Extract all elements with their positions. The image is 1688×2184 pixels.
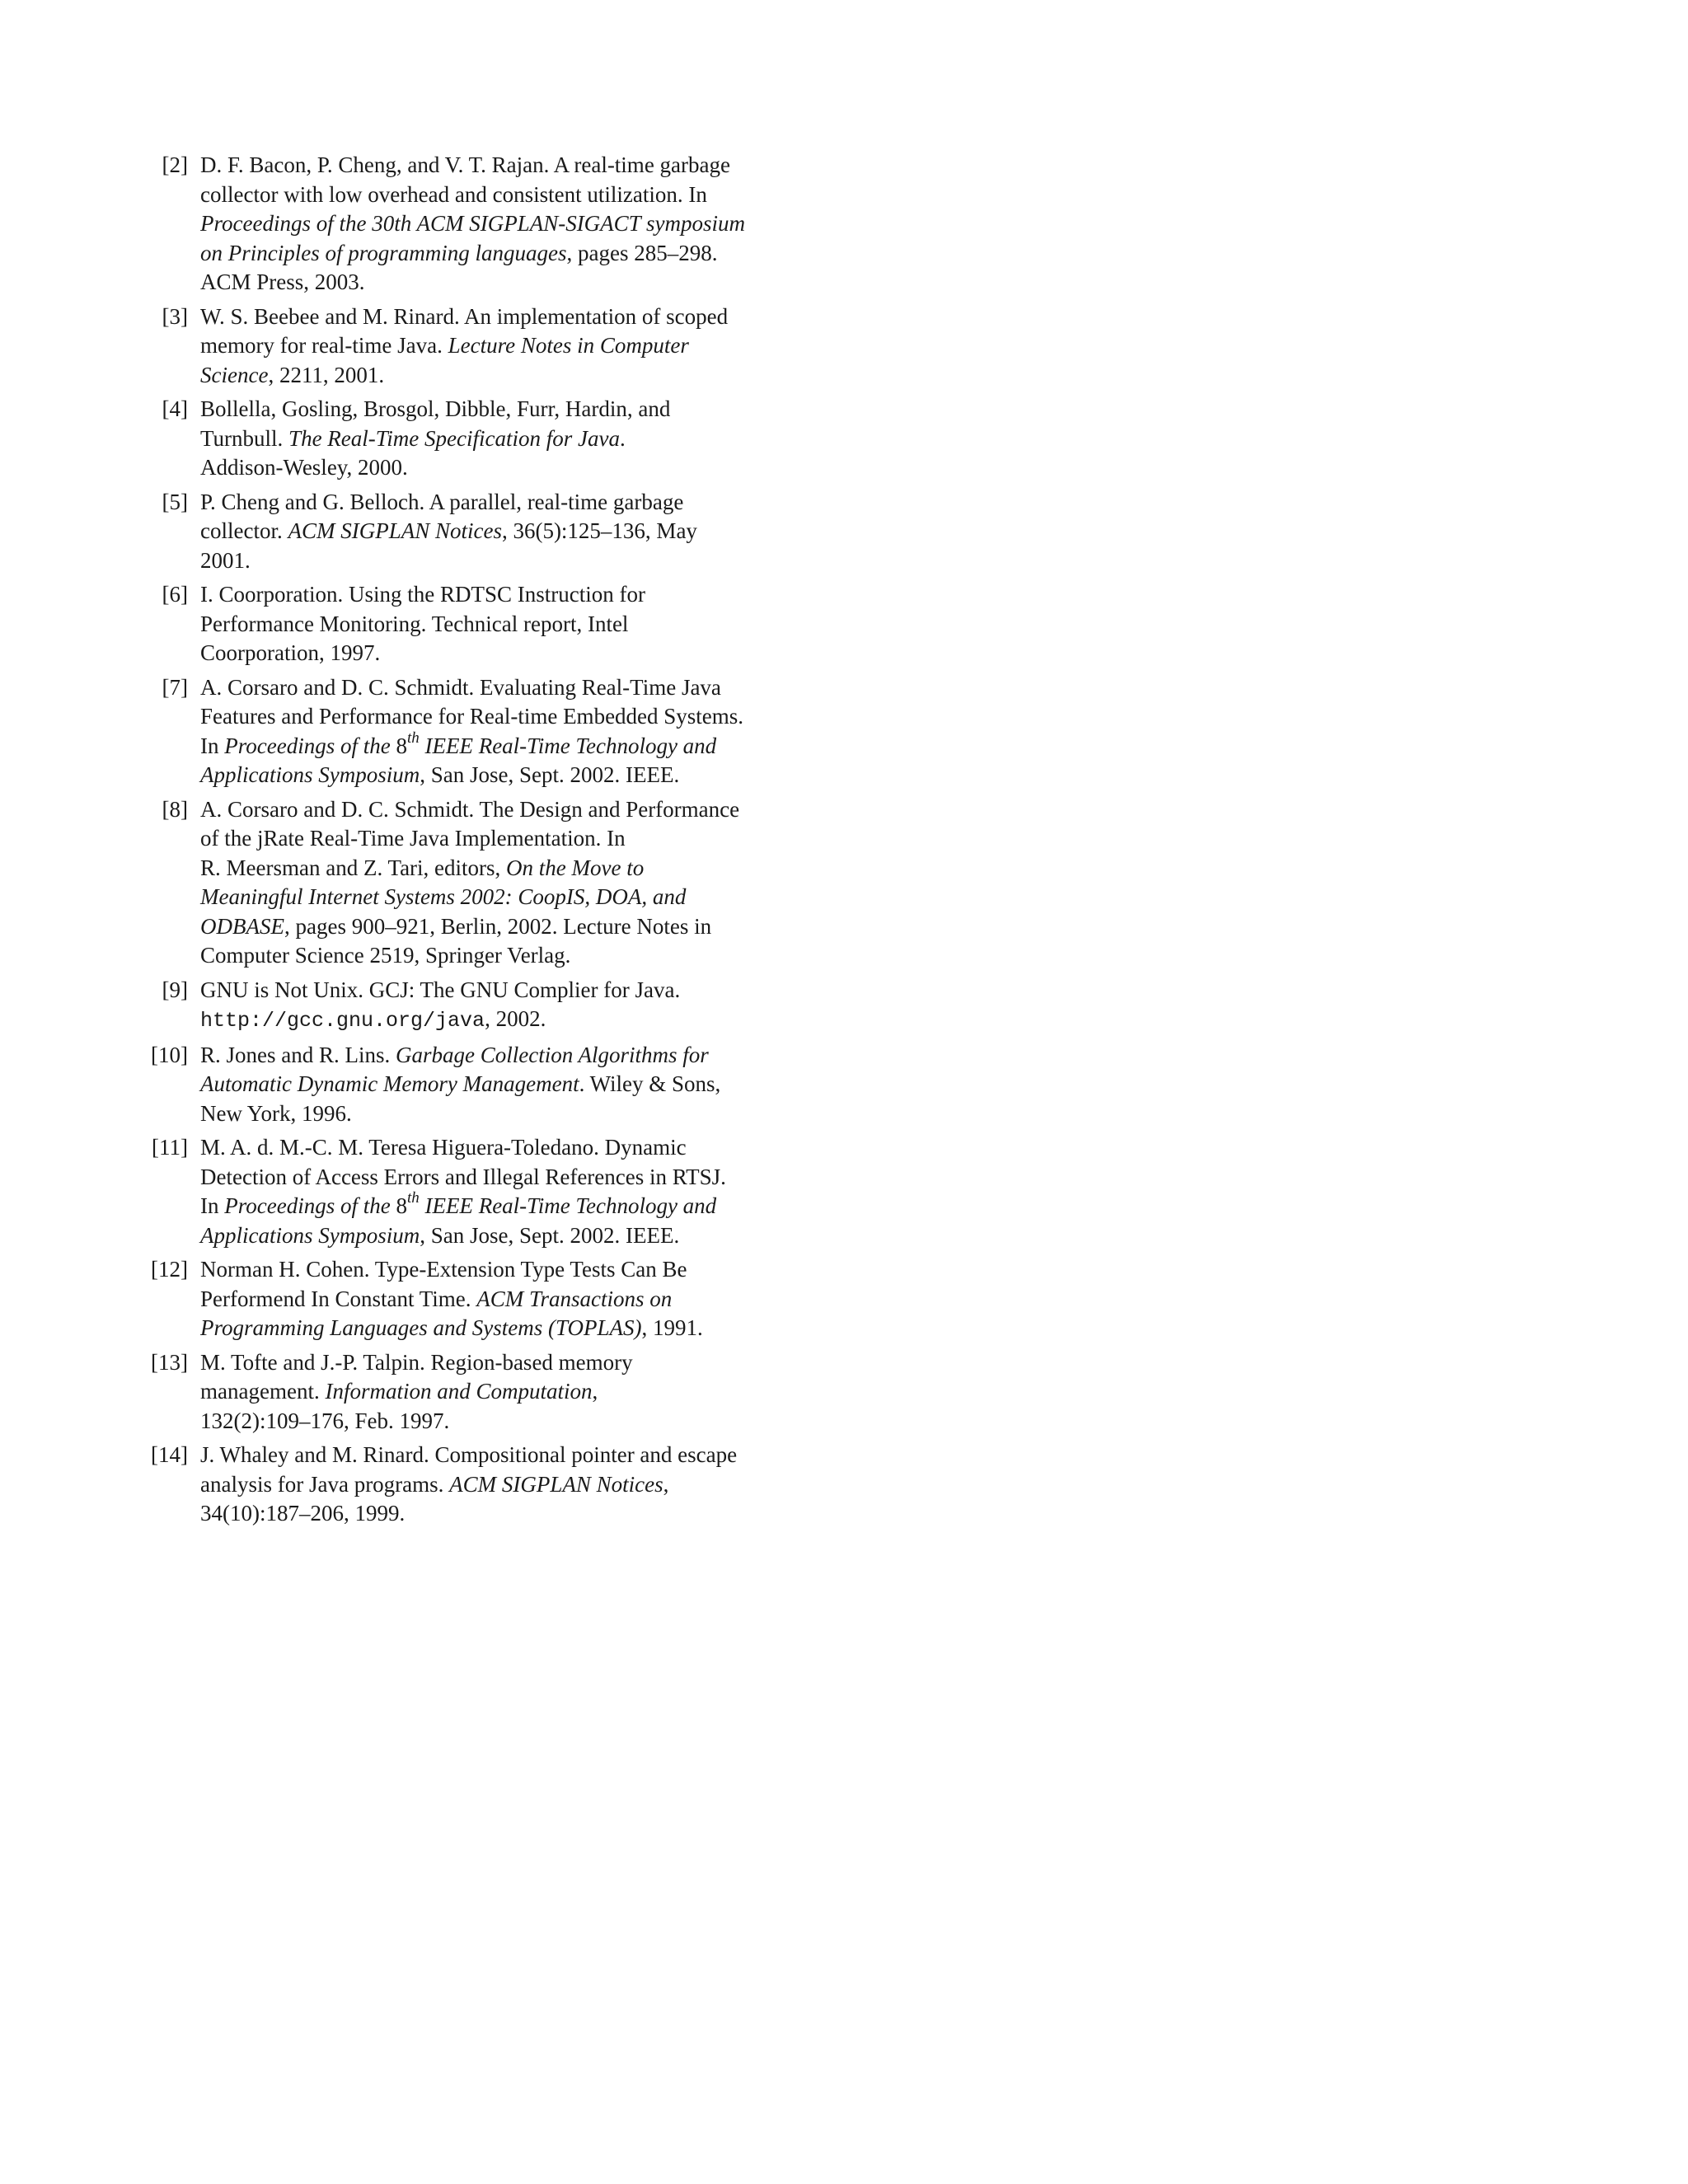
reference-line bbox=[200, 488, 806, 518]
reference-segment: J. Whaley and M. Rinard. Compositional pointer and escape bbox=[200, 1442, 738, 1467]
reference-segment: R. Meersman and Z. Tari, editors, bbox=[200, 855, 507, 880]
reference-segment: W. S. Beebee and M. Rinard. An implementation of scoped bbox=[200, 303, 729, 329]
reference-segment: I. Coorporation. Using the RDTSC Instruction for bbox=[200, 582, 645, 607]
reference-segment: analysis for Java programs. bbox=[200, 1471, 450, 1497]
reference-segment: Performance Monitoring. Technical report, Intel bbox=[200, 611, 629, 636]
reference-line bbox=[200, 1041, 806, 1071]
reference-number: [14] bbox=[151, 1442, 188, 1467]
reference-entry bbox=[147, 1441, 806, 1529]
reference-text bbox=[200, 488, 806, 576]
reference-segment: ACM Press, 2003. bbox=[200, 269, 365, 294]
reference-entry bbox=[147, 1041, 806, 1129]
reference-entry bbox=[147, 488, 806, 576]
reference-entry bbox=[147, 976, 806, 1036]
reference-text bbox=[200, 395, 806, 483]
reference-number: [4] bbox=[162, 396, 188, 421]
reference-segment: , 2002. bbox=[485, 1006, 546, 1031]
reference-segment: . bbox=[619, 425, 626, 451]
reference-segment: memory for real-time Java. bbox=[200, 333, 448, 358]
reference-line bbox=[200, 1499, 806, 1529]
reference-list bbox=[147, 151, 806, 1534]
reference-line bbox=[200, 151, 806, 180]
reference-segment: 2001. bbox=[200, 547, 251, 573]
reference-line bbox=[200, 1070, 806, 1099]
reference-line bbox=[200, 639, 806, 668]
reference-number: [12] bbox=[151, 1257, 188, 1282]
reference-entry bbox=[147, 302, 806, 391]
reference-segment: collector with low overhead and consistent utilization. In bbox=[200, 181, 707, 207]
reference-segment: D. F. Bacon, P. Cheng, and V. T. Rajan. A real-time garbage bbox=[200, 152, 730, 177]
reference-italic-segment: Science bbox=[200, 362, 269, 387]
reference-segment: GNU is Not Unix. GCJ: The GNU Complier for Java. bbox=[200, 977, 681, 1002]
reference-segment: Performend In Constant Time. bbox=[200, 1286, 477, 1311]
reference-text bbox=[200, 302, 806, 391]
reference-number: [11] bbox=[152, 1135, 188, 1160]
reference-line bbox=[200, 824, 806, 854]
reference-italic-segment: Meaningful Internet Systems 2002: CoopIS, DOA, and bbox=[200, 884, 687, 909]
reference-line bbox=[200, 424, 806, 454]
reference-italic-segment: IEEE Real-Time Technology and bbox=[419, 733, 717, 758]
reference-line bbox=[200, 517, 806, 546]
reference-line bbox=[200, 912, 806, 942]
reference-segment: management. bbox=[200, 1379, 326, 1404]
reference-italic-segment: ACM Transactions on bbox=[476, 1286, 673, 1311]
reference-line bbox=[200, 976, 806, 1005]
reference-segment: 8 bbox=[396, 1193, 407, 1218]
reference-superscript: th bbox=[406, 1189, 420, 1207]
reference-line bbox=[200, 1470, 806, 1500]
reference-line bbox=[200, 673, 806, 703]
reference-line bbox=[200, 854, 806, 883]
reference-segment: In bbox=[200, 1193, 225, 1218]
reference-italic-segment: ACM SIGPLAN Notices bbox=[449, 1471, 663, 1497]
reference-entry bbox=[147, 580, 806, 668]
reference-line bbox=[200, 1255, 806, 1285]
reference-segment: . Wiley & Sons, bbox=[579, 1071, 721, 1096]
reference-segment: A. Corsaro and D. C. Schmidt. The Design and Performance bbox=[200, 796, 740, 822]
reference-line bbox=[200, 580, 806, 610]
reference-segment: 132(2):109–176, Feb. 1997. bbox=[200, 1408, 450, 1433]
reference-entry bbox=[147, 395, 806, 483]
reference-italic-segment: The Real-Time Specification for Java bbox=[288, 425, 620, 451]
reference-line bbox=[200, 702, 806, 732]
reference-segment: New York, 1996. bbox=[200, 1100, 352, 1126]
reference-italic-segment: Programming Languages and Systems (TOPLAS) bbox=[200, 1315, 642, 1340]
reference-line bbox=[200, 1163, 806, 1193]
reference-italic-segment: Applications Symposium bbox=[200, 1222, 420, 1248]
reference-line bbox=[200, 1314, 806, 1343]
reference-italic-segment: Automatic Dynamic Memory Management bbox=[200, 1071, 579, 1096]
reference-text bbox=[200, 1255, 806, 1343]
reference-line bbox=[200, 268, 806, 298]
reference-line bbox=[200, 941, 806, 971]
reference-segment: Computer Science 2519, Springer Verlag. bbox=[200, 943, 571, 968]
reference-segment: Bollella, Gosling, Brosgol, Dibble, Furr, Hardin, and bbox=[200, 396, 671, 421]
reference-segment: Coorporation, 1997. bbox=[200, 640, 381, 665]
reference-line bbox=[200, 395, 806, 424]
reference-text bbox=[200, 580, 806, 668]
reference-line bbox=[200, 361, 806, 391]
reference-line bbox=[200, 1441, 806, 1470]
reference-segment: A. Corsaro and D. C. Schmidt. Evaluating Real-Time Java bbox=[200, 674, 721, 700]
reference-segment: Norman H. Cohen. Type-Extension Type Tests Can Be bbox=[200, 1257, 687, 1282]
reference-superscript: th bbox=[406, 729, 420, 747]
reference-segment: M. Tofte and J.-P. Talpin. Region-based memory bbox=[200, 1349, 633, 1375]
reference-text bbox=[200, 1348, 806, 1436]
reference-url: http://gcc.gnu.org/java bbox=[200, 1009, 485, 1033]
reference-line bbox=[200, 209, 806, 239]
reference-italic-segment: Proceedings of the bbox=[224, 1193, 396, 1218]
reference-line bbox=[200, 453, 806, 483]
reference-text bbox=[200, 976, 806, 1036]
reference-segment: , San Jose, Sept. 2002. IEEE. bbox=[420, 1222, 680, 1248]
reference-segment: Detection of Access Errors and Illegal References in RTSJ. bbox=[200, 1164, 726, 1189]
reference-italic-segment: on Principles of programming languages bbox=[200, 240, 567, 265]
reference-entry bbox=[147, 1133, 806, 1250]
reference-line bbox=[200, 1348, 806, 1378]
reference-text bbox=[200, 1041, 806, 1129]
reference-number: [9] bbox=[162, 977, 188, 1002]
reference-line bbox=[200, 1189, 806, 1221]
reference-line bbox=[200, 610, 806, 640]
reference-line bbox=[200, 239, 806, 269]
reference-number: [10] bbox=[151, 1042, 188, 1067]
reference-entry bbox=[147, 1348, 806, 1436]
reference-line bbox=[200, 1005, 806, 1036]
reference-segment: , 2211, 2001. bbox=[268, 362, 385, 387]
reference-segment: , 36(5):125–136, May bbox=[501, 518, 697, 543]
reference-line bbox=[200, 1377, 806, 1407]
reference-line bbox=[200, 1221, 806, 1251]
reference-italic-segment: On the Move to bbox=[506, 855, 645, 880]
reference-segment: R. Jones and R. Lins. bbox=[200, 1042, 396, 1067]
reference-segment: collector. bbox=[200, 518, 288, 543]
reference-entry bbox=[147, 151, 806, 298]
reference-line bbox=[200, 180, 806, 210]
reference-italic-segment: Information and Computation bbox=[325, 1379, 593, 1404]
reference-line bbox=[200, 302, 806, 332]
reference-segment: of the jRate Real-Time Java Implementation. In bbox=[200, 826, 626, 851]
reference-segment: 34(10):187–206, 1999. bbox=[200, 1501, 406, 1526]
reference-line bbox=[200, 795, 806, 825]
reference-segment: , pages 900–921, Berlin, 2002. Lecture Notes in bbox=[284, 913, 712, 939]
reference-segment: M. A. d. M.-C. M. Teresa Higuera-Toledano. Dynamic bbox=[200, 1135, 687, 1160]
reference-number: [7] bbox=[162, 674, 188, 700]
reference-segment: , pages 285–298. bbox=[566, 240, 718, 265]
reference-italic-segment: ODBASE bbox=[200, 913, 284, 939]
reference-number: [5] bbox=[162, 489, 188, 514]
reference-segment: , bbox=[663, 1471, 669, 1497]
reference-segment: , bbox=[592, 1379, 598, 1404]
reference-italic-segment: Lecture Notes in Computer bbox=[448, 333, 689, 358]
reference-text bbox=[200, 151, 806, 298]
reference-italic-segment: IEEE Real-Time Technology and bbox=[419, 1193, 717, 1218]
reference-line bbox=[200, 546, 806, 576]
reference-number: [13] bbox=[151, 1349, 188, 1375]
reference-segment: P. Cheng and G. Belloch. A parallel, real-time garbage bbox=[200, 489, 684, 514]
reference-text bbox=[200, 1133, 806, 1250]
reference-italic-segment: Applications Symposium bbox=[200, 762, 420, 787]
reference-segment: Features and Performance for Real-time Embedded Systems. bbox=[200, 704, 744, 729]
reference-number: [8] bbox=[162, 796, 188, 822]
reference-entry bbox=[147, 673, 806, 790]
reference-line bbox=[200, 729, 806, 762]
reference-line bbox=[200, 1133, 806, 1163]
reference-text bbox=[200, 673, 806, 790]
reference-segment: 8 bbox=[396, 733, 407, 758]
reference-segment: Addison-Wesley, 2000. bbox=[200, 455, 408, 480]
reference-italic-segment: Proceedings of the bbox=[224, 733, 396, 758]
reference-line bbox=[200, 331, 806, 361]
reference-number: [3] bbox=[162, 303, 188, 329]
reference-segment: Turnbull. bbox=[200, 425, 289, 451]
reference-segment: In bbox=[200, 733, 225, 758]
reference-number: [6] bbox=[162, 582, 188, 607]
reference-number: [2] bbox=[162, 152, 188, 177]
reference-text bbox=[200, 1441, 806, 1529]
reference-italic-segment: Proceedings of the 30th ACM SIGPLAN-SIGACT symposium bbox=[200, 211, 745, 236]
reference-line bbox=[200, 761, 806, 790]
reference-entry bbox=[147, 795, 806, 971]
reference-text bbox=[200, 795, 806, 971]
reference-line bbox=[200, 883, 806, 912]
reference-segment: , San Jose, Sept. 2002. IEEE. bbox=[420, 762, 680, 787]
reference-italic-segment: Garbage Collection Algorithms for bbox=[396, 1042, 709, 1067]
reference-line bbox=[200, 1099, 806, 1129]
reference-italic-segment: ACM SIGPLAN Notices bbox=[288, 518, 502, 543]
reference-entry bbox=[147, 1255, 806, 1343]
reference-line bbox=[200, 1285, 806, 1315]
reference-line bbox=[200, 1407, 806, 1436]
reference-segment: , 1991. bbox=[641, 1315, 703, 1340]
